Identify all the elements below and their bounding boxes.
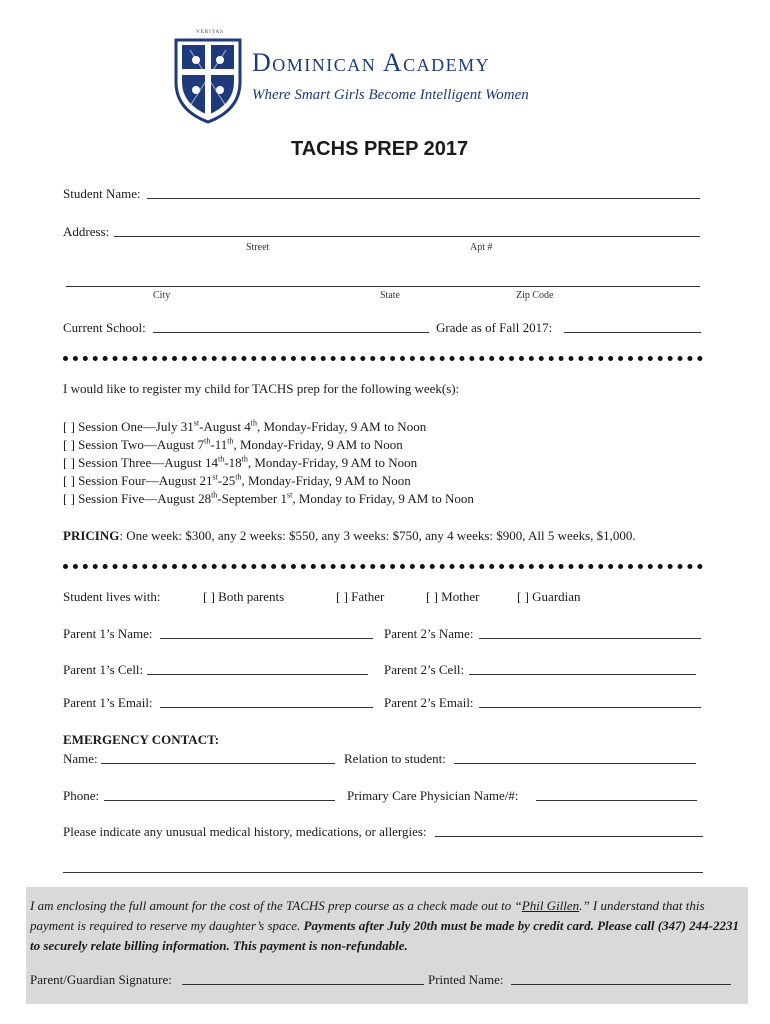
- school-name: Dominican Academy: [252, 48, 491, 77]
- session-item-5[interactable]: [ ] Session Five—August 28th-September 1st, Monday to Friday, 9 AM to Noon: [63, 490, 474, 506]
- emergency-heading: EMERGENCY CONTACT:: [63, 732, 220, 747]
- lives-with-mother[interactable]: [ ] Mother: [426, 589, 480, 604]
- lives-with-guardian[interactable]: [ ] Guardian: [517, 589, 581, 604]
- session-list: [63, 419, 474, 509]
- phone-label: Phone:: [63, 788, 100, 803]
- phone-field[interactable]: [104, 788, 335, 801]
- crest-motto: VERITAS: [196, 30, 224, 35]
- payee-name: Phil Gillen: [521, 898, 580, 913]
- address-city-field[interactable]: [66, 274, 700, 287]
- street-caption: Street: [246, 242, 270, 253]
- pricing-line: [63, 528, 636, 544]
- address-street-field[interactable]: [114, 224, 700, 237]
- parent2-name-label: Parent 2’s Name:: [384, 626, 474, 641]
- crest-shield-icon: [170, 30, 246, 126]
- lives-with-father[interactable]: [ ] Father: [336, 589, 385, 604]
- parent2-name-field[interactable]: [479, 626, 701, 639]
- printed-name-field[interactable]: [511, 972, 731, 985]
- parent1-cell-field[interactable]: [147, 662, 368, 675]
- form-title: TACHS PREP 2017: [291, 138, 469, 160]
- parent1-cell-label: Parent 1’s Cell:: [63, 662, 144, 677]
- signature-field[interactable]: [182, 972, 424, 985]
- emergency-name-label: Name:: [63, 751, 98, 766]
- physician-label: Primary Care Physician Name/#:: [347, 788, 519, 803]
- relation-field[interactable]: [454, 751, 696, 764]
- relation-label: Relation to student:: [344, 751, 446, 766]
- session-item-3[interactable]: [ ] Session Three—August 14th-18th, Monday-Friday, 9 AM to Noon: [63, 454, 418, 470]
- medical-field-line2[interactable]: [63, 860, 703, 873]
- zip-caption: Zip Code: [516, 290, 554, 301]
- parent2-email-field[interactable]: [479, 695, 701, 708]
- parent2-cell-field[interactable]: [469, 662, 696, 675]
- payment-statement: I am enclosing the full amount for the cost of the TACHS prep course as a check made out to “Phil Gillen.” I understand that this payment is required to reserve my daughter’s space. Payments after July 20th must be made by credit card. Please call (347) 244-2231 to securely relate billing information. This payment is non-refundable.: [30, 898, 739, 953]
- register-intro: I would like to register my child for TACHS prep for the following week(s):: [63, 381, 460, 396]
- pricing-text: : One week: $300, any 2 weeks: $550, any 3 weeks: $750, any 4 weeks: $900, All 5 weeks, $1,000.: [119, 528, 636, 543]
- parent1-name-field[interactable]: [160, 626, 373, 639]
- grade-field[interactable]: [564, 320, 701, 333]
- school-tagline: Where Smart Girls Become Intelligent Women: [252, 87, 529, 103]
- medical-label: Please indicate any unusual medical history, medications, or allergies:: [63, 824, 427, 839]
- current-school-label: Current School:: [63, 320, 146, 335]
- payment-policy: Payments after July 20th must be made by credit card. Please call (347) 244-2231 to securely relate billing information. This payment is non-refundable.: [30, 918, 739, 953]
- signature-label: Parent/Guardian Signature:: [30, 972, 172, 987]
- state-caption: State: [380, 290, 400, 301]
- student-name-field[interactable]: [147, 186, 700, 199]
- section-divider: [63, 564, 703, 569]
- medical-field[interactable]: [435, 824, 703, 837]
- session-item-4[interactable]: [ ] Session Four—August 21st-25th, Monday-Friday, 9 AM to Noon: [63, 472, 411, 488]
- printed-name-label: Printed Name:: [428, 972, 504, 987]
- lives-with-label: Student lives with:: [63, 589, 161, 604]
- city-caption: City: [153, 290, 171, 301]
- session-item-1[interactable]: [ ] Session One—July 31st-August 4th, Monday-Friday, 9 AM to Noon: [63, 418, 427, 434]
- pricing-label: PRICING: [63, 528, 120, 543]
- apt-caption: Apt #: [470, 242, 493, 253]
- address-label: Address:: [63, 224, 110, 239]
- lives-with-both-parents[interactable]: [ ] Both parents: [203, 589, 285, 604]
- grade-label: Grade as of Fall 2017:: [436, 320, 553, 335]
- student-name-label: Student Name:: [63, 186, 141, 201]
- parent1-email-label: Parent 1’s Email:: [63, 695, 153, 710]
- parent2-cell-label: Parent 2’s Cell:: [384, 662, 465, 677]
- section-divider: [63, 356, 703, 361]
- session-item-2[interactable]: [ ] Session Two—August 7th-11th, Monday-Friday, 9 AM to Noon: [63, 436, 403, 452]
- parent1-email-field[interactable]: [160, 695, 373, 708]
- parent2-email-label: Parent 2’s Email:: [384, 695, 474, 710]
- physician-field[interactable]: [536, 788, 697, 801]
- parent1-name-label: Parent 1’s Name:: [63, 626, 153, 641]
- academy-crest: [170, 30, 246, 126]
- current-school-field[interactable]: [153, 320, 429, 333]
- emergency-name-field[interactable]: [101, 751, 335, 764]
